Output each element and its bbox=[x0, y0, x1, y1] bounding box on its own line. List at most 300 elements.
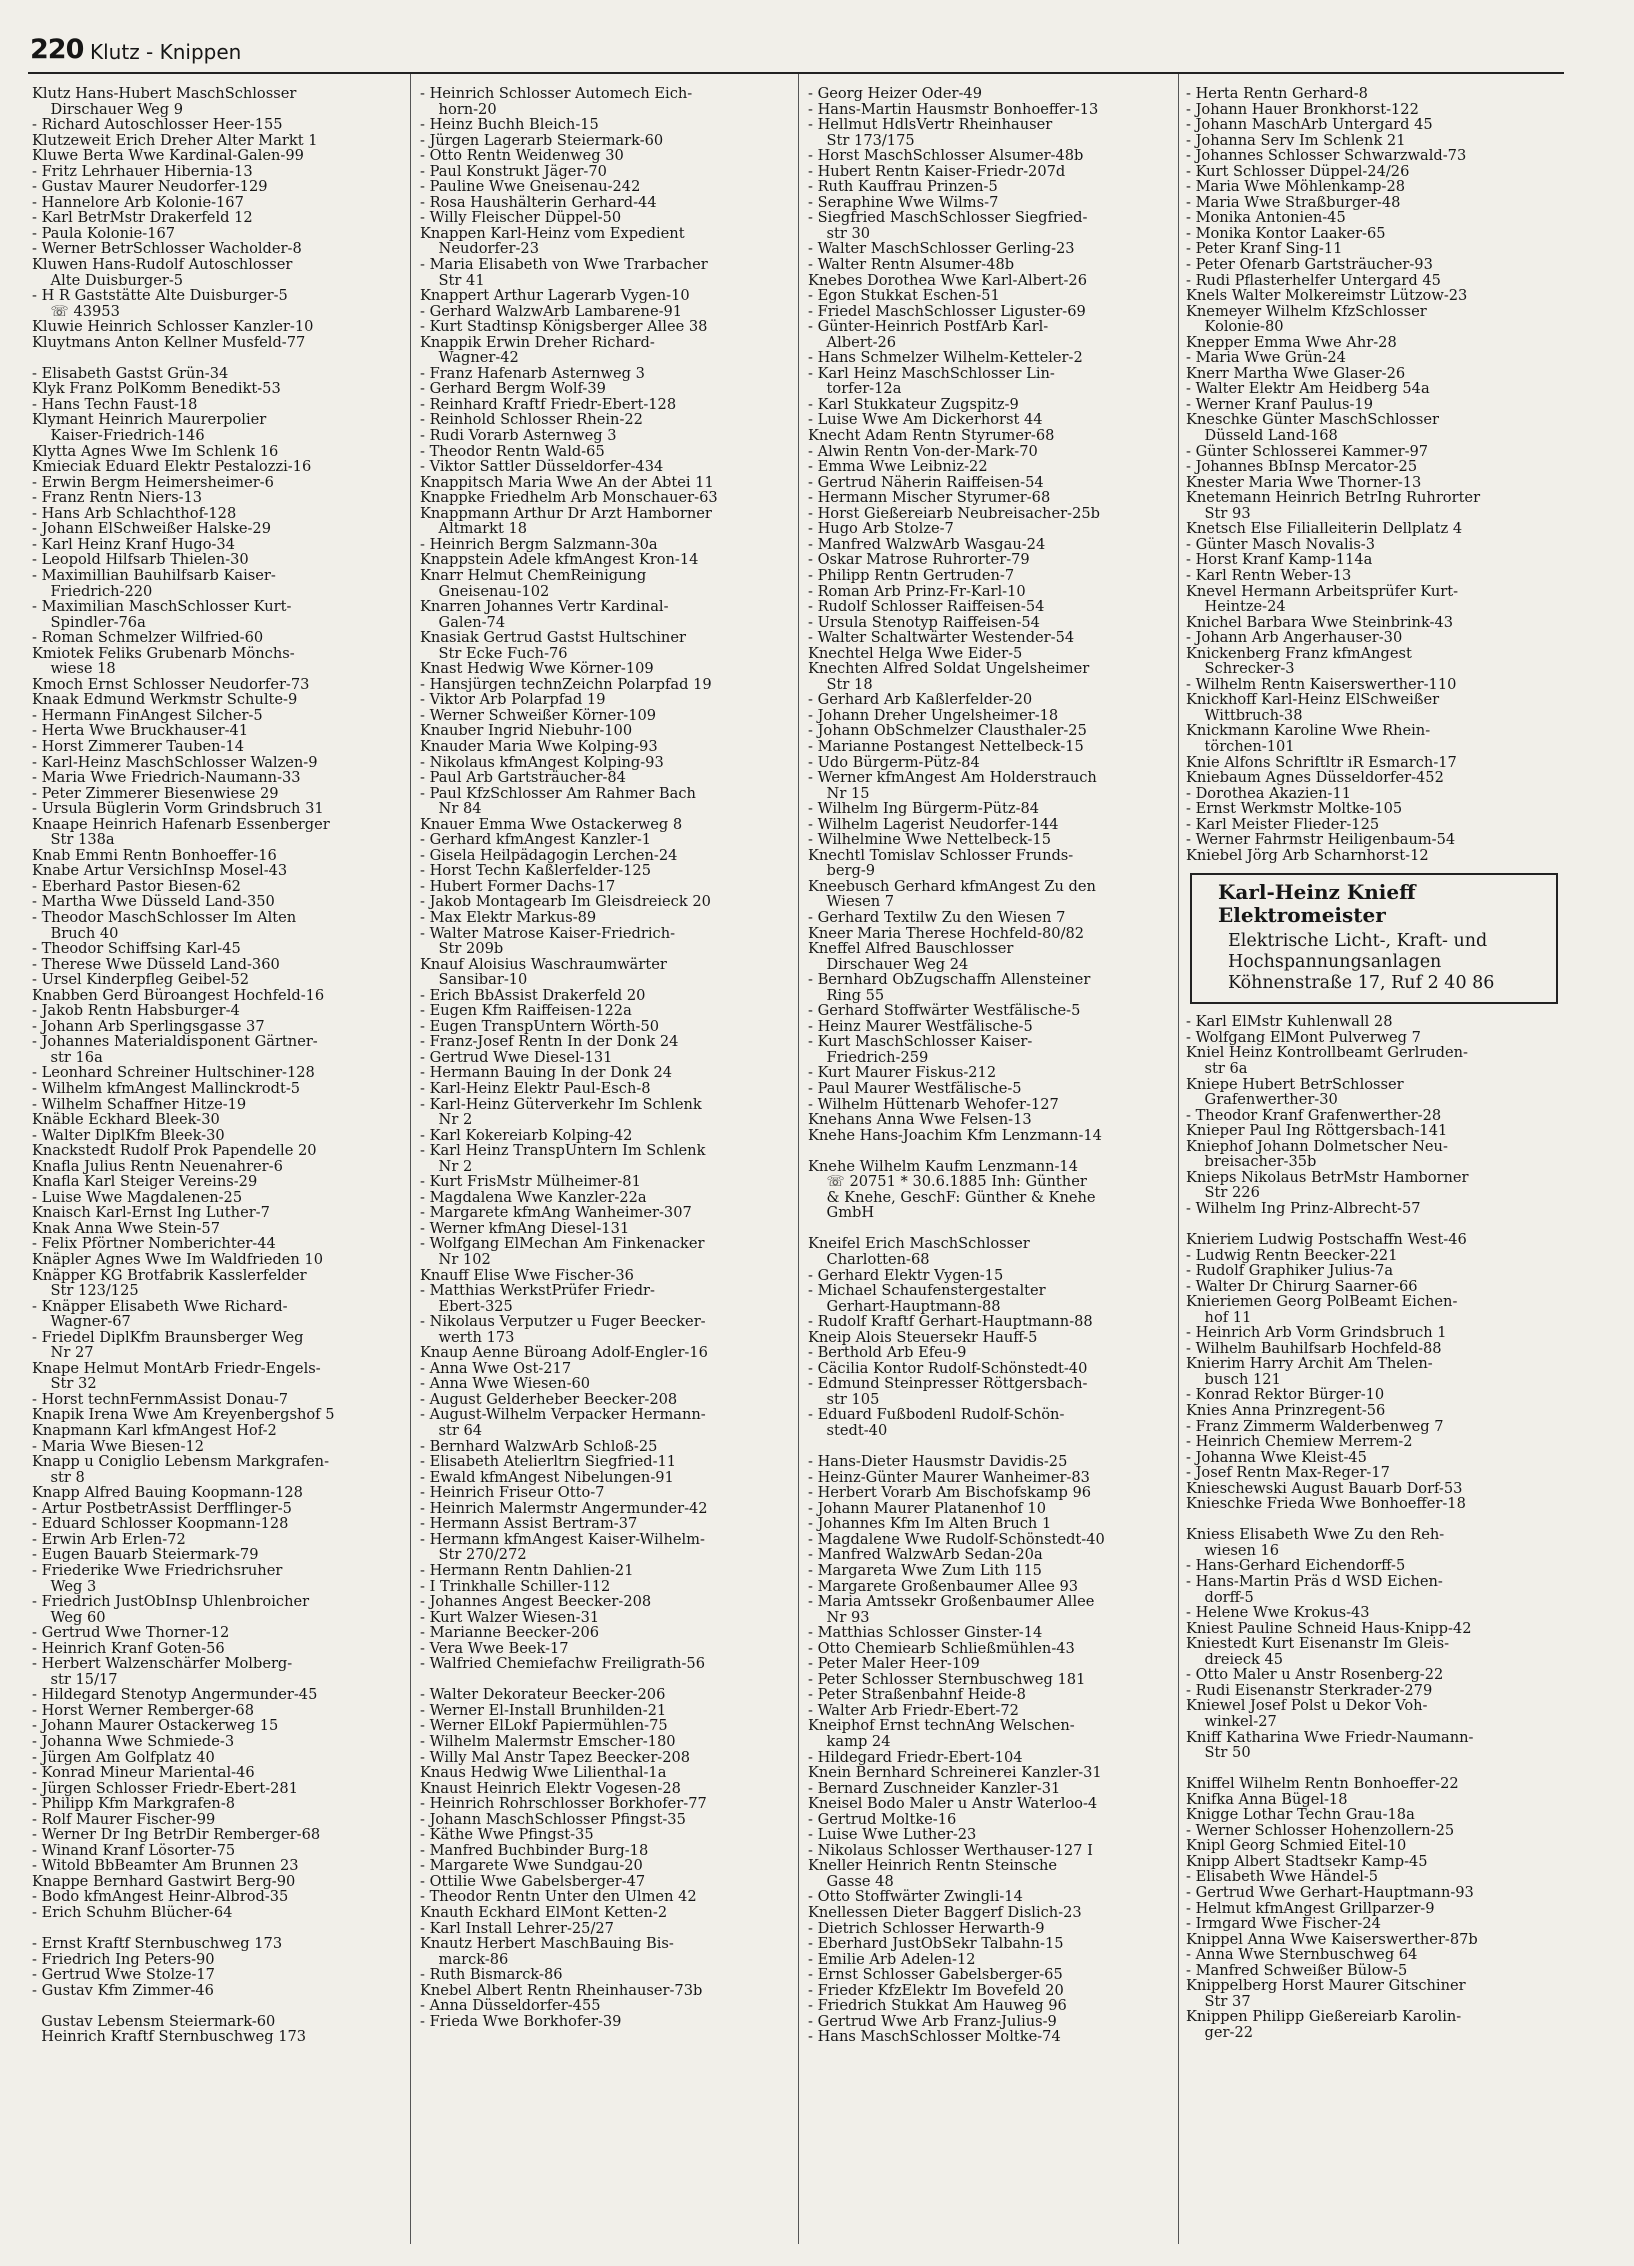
directory-entry: Knetemann Heinrich BetrIng Ruhrorter bbox=[1186, 490, 1481, 506]
directory-entry: - Rolf Maurer Fischer-99 bbox=[32, 1811, 216, 1828]
directory-entry: Knautz Herbert MaschBauing Bis- bbox=[420, 1936, 674, 1952]
directory-entry: - Anna Wwe Ost-217 bbox=[420, 1360, 572, 1377]
directory-entry: winkel-27 bbox=[1186, 1713, 1277, 1730]
directory-entry: - Maria Wwe Grün-24 bbox=[1186, 350, 1346, 366]
directory-entry: - Karl Rentn Weber-13 bbox=[1186, 567, 1352, 584]
directory-entry: Knappmann Arthur Dr Arzt Hamborner bbox=[420, 505, 712, 522]
directory-entry: - Horst Techn Kaßlerfelder-125 bbox=[420, 863, 651, 879]
directory-entry: Knechtel Helga Wwe Eider-5 bbox=[808, 645, 1023, 662]
directory-entry: - Friedrich JustObInsp Uhlenbroicher bbox=[32, 1594, 310, 1610]
directory-entry: Knab Emmi Rentn Bonhoeffer-16 bbox=[32, 847, 277, 864]
directory-entry: - Bernhard WalzwArb Schloß-25 bbox=[420, 1438, 658, 1455]
directory-entry: - Hugo Arb Stolze-7 bbox=[808, 521, 954, 537]
directory-entry: - Ernst Schlosser Gabelsberger-65 bbox=[808, 1967, 1063, 1983]
directory-entry: - Gerhard WalzwArb Lambarene-91 bbox=[420, 303, 683, 320]
directory-entry: - Heinrich Friseur Otto-7 bbox=[420, 1485, 605, 1501]
directory-entry bbox=[32, 350, 408, 366]
directory-entry: - Horst Werner Remberger-68 bbox=[32, 1702, 254, 1719]
directory-entry: Knecht Adam Rentn Styrumer-68 bbox=[808, 428, 1055, 444]
directory-entry: - Herbert Walzenschärfer Molberg- bbox=[32, 1656, 293, 1672]
ad-text-line: Elektrische Licht-, Kraft- und bbox=[1228, 931, 1488, 952]
directory-entry: - Eduard Schlosser Koopmann-128 bbox=[32, 1516, 289, 1532]
directory-entry: - Frieder KfzElektr Im Bovefeld 20 bbox=[808, 1982, 1064, 1999]
directory-entry: Albert-26 bbox=[808, 334, 897, 351]
directory-entry: - Johann Dreher Ungelsheimer-18 bbox=[808, 707, 1059, 724]
directory-entry: Knafla Karl Steiger Vereins-29 bbox=[32, 1174, 258, 1190]
directory-entry: - Konrad Rektor Bürger-10 bbox=[1186, 1387, 1385, 1404]
directory-entry: str 64 bbox=[420, 1423, 483, 1439]
directory-entry: - Gertrud Wwe Gerhart-Hauptmann-93 bbox=[1186, 1884, 1474, 1901]
directory-entry: Knabe Artur VersichInsp Mosel-43 bbox=[32, 863, 288, 879]
page-range-title: Klutz - Knippen bbox=[90, 40, 242, 64]
directory-entry: Knabben Gerd Büroangest Hochfeld-16 bbox=[32, 987, 325, 1004]
directory-entry: Knepper Emma Wwe Ahr-28 bbox=[1186, 334, 1397, 351]
directory-entry: Knieriemen Georg PolBeamt Eichen- bbox=[1186, 1294, 1458, 1310]
directory-entry: - Berthold Arb Efeu-9 bbox=[808, 1345, 967, 1361]
directory-entry: - Friederike Wwe Friedrichsruher bbox=[32, 1562, 283, 1579]
directory-entry: str 8 bbox=[32, 1469, 85, 1486]
directory-entry: - Kurt Walzer Wiesen-31 bbox=[420, 1609, 600, 1626]
directory-entry bbox=[32, 1998, 408, 2014]
directory-entry: - Eduard Fußbodenl Rudolf-Schön- bbox=[808, 1407, 1065, 1424]
directory-entry: - Hubert Former Dachs-17 bbox=[420, 878, 616, 895]
directory-entry: - Marianne Beecker-206 bbox=[420, 1625, 600, 1641]
directory-entry: - Maximillian Bauhilfsarb Kaiser- bbox=[32, 567, 276, 584]
directory-entry: - Werner kfmAngest Am Holderstrauch bbox=[808, 770, 1097, 786]
directory-entry: wiesen 16 bbox=[1186, 1542, 1280, 1559]
directory-entry: & Knehe, GeschF: Günther & Knehe bbox=[808, 1189, 1096, 1206]
header-rule bbox=[28, 72, 1564, 74]
directory-entry: - Manfred Schweißer Bülow-5 bbox=[1186, 1962, 1408, 1979]
directory-entry: - Wilhelm Bauhilfsarb Hochfeld-88 bbox=[1186, 1340, 1442, 1357]
directory-entry: - Ottilie Wwe Gabelsberger-47 bbox=[420, 1873, 646, 1890]
directory-entry: Sansibar-10 bbox=[420, 972, 528, 988]
directory-entry: - Manfred WalzwArb Wasgau-24 bbox=[808, 536, 1046, 553]
directory-entry: - Werner ElLokf Papiermühlen-75 bbox=[420, 1718, 668, 1734]
directory-entry: - Gustav Maurer Neudorfer-129 bbox=[32, 179, 268, 195]
directory-entry: Kniest Pauline Schneid Haus-Knipp-42 bbox=[1186, 1620, 1472, 1637]
directory-entry: Kniestedt Kurt Eisenanstr Im Gleis- bbox=[1186, 1636, 1450, 1652]
directory-entry: - Emma Wwe Leibniz-22 bbox=[808, 459, 988, 475]
directory-entry: Nr 27 bbox=[32, 1345, 94, 1361]
directory-entry: Knappen Karl-Heinz vom Expedient bbox=[420, 225, 685, 242]
directory-entry: str 6a bbox=[1186, 1060, 1248, 1077]
directory-entry: - Wolfgang ElMont Pulverweg 7 bbox=[1186, 1029, 1421, 1046]
directory-entry: - H R Gaststätte Alte Duisburger-5 bbox=[32, 288, 288, 304]
directory-entry: - Paul Arb Gartsträucher-84 bbox=[420, 770, 626, 786]
column-4-entries-top bbox=[1186, 86, 1562, 863]
directory-entry: - Otto Stoffwärter Zwingli-14 bbox=[808, 1889, 1023, 1905]
directory-entry bbox=[1186, 1512, 1562, 1528]
directory-entry: - Otto Chemiearb Schließmühlen-43 bbox=[808, 1640, 1075, 1657]
directory-entry: - Willy Mal Anstr Tapez Beecker-208 bbox=[420, 1749, 691, 1766]
directory-entry: Knies Anna Prinzregent-56 bbox=[1186, 1403, 1386, 1419]
directory-entry: Knauth Eckhard ElMont Ketten-2 bbox=[420, 1904, 668, 1921]
directory-entry: Knak Anna Wwe Stein-57 bbox=[32, 1220, 220, 1237]
directory-entry: - Wolfgang ElMechan Am Finkenacker bbox=[420, 1236, 705, 1253]
directory-entry: - Hildegard Friedr-Ebert-104 bbox=[808, 1749, 1023, 1766]
directory-entry: Kniel Heinz Kontrollbeamt Gerlruden- bbox=[1186, 1045, 1468, 1061]
page-number: 220 bbox=[30, 34, 84, 65]
directory-entry: - Gertrud Moltke-16 bbox=[808, 1811, 957, 1828]
directory-entry: Str 209b bbox=[420, 941, 504, 957]
directory-entry: Knaak Edmund Werkmstr Schulte-9 bbox=[32, 692, 298, 708]
directory-entry: - Witold BbBeamter Am Brunnen 23 bbox=[32, 1858, 299, 1874]
directory-entry: Dirschauer Weg 24 bbox=[808, 956, 969, 973]
directory-entry: - Karl-Heinz Elektr Paul-Esch-8 bbox=[420, 1081, 651, 1097]
directory-entry: Nr 2 bbox=[420, 1112, 473, 1128]
directory-entry: - Margareta Wwe Zum Lith 115 bbox=[808, 1562, 1042, 1579]
directory-entry: - Margarete kfmAng Wanheimer-307 bbox=[420, 1205, 692, 1221]
column-divider bbox=[798, 74, 799, 2244]
directory-entry: Knafla Julius Rentn Neuenahrer-6 bbox=[32, 1158, 283, 1175]
directory-entry: - Eugen Kfm Raiffeisen-122a bbox=[420, 1003, 632, 1019]
directory-entry: - Hermann kfmAngest Kaiser-Wilhelm- bbox=[420, 1531, 705, 1548]
directory-entry: - Magdalene Wwe Rudolf-Schönstedt-40 bbox=[808, 1531, 1105, 1548]
directory-entry: - Werner Schlosser Hohenzollern-25 bbox=[1186, 1822, 1455, 1839]
directory-entry: Knester Maria Wwe Thorner-13 bbox=[1186, 474, 1422, 491]
directory-entry: Knaust Heinrich Elektr Vogesen-28 bbox=[420, 1780, 681, 1797]
directory-entry: - Paul KfzSchlosser Am Rahmer Bach bbox=[420, 785, 696, 802]
directory-entry: - Karl Kokereiarb Kolping-42 bbox=[420, 1127, 633, 1144]
directory-entry: - Bodo kfmAngest Heinr-Albrod-35 bbox=[32, 1889, 289, 1905]
directory-entry: - Bernhard ObZugschaffn Allensteiner bbox=[808, 972, 1091, 988]
directory-entry: - Wilhelm Schaffner Hitze-19 bbox=[32, 1096, 247, 1113]
directory-entry: Str 226 bbox=[1186, 1185, 1260, 1201]
directory-entry: - Pauline Wwe Gneisenau-242 bbox=[420, 179, 641, 195]
directory-entry: - Herta Rentn Gerhard-8 bbox=[1186, 86, 1368, 102]
directory-entry: Nr 15 bbox=[808, 785, 870, 802]
directory-entry: - Karl Meister Flieder-125 bbox=[1186, 816, 1380, 833]
directory-entry: - Johanna Serv Im Schlenk 21 bbox=[1186, 132, 1406, 149]
directory-entry: Kluwe Berta Wwe Kardinal-Galen-99 bbox=[32, 148, 304, 164]
directory-entry: - Walter Matrose Kaiser-Friedrich- bbox=[420, 925, 676, 942]
directory-entry: - Udo Bürgerm-Pütz-84 bbox=[808, 754, 980, 771]
directory-entry: - Günter Schlosserei Kammer-97 bbox=[1186, 443, 1429, 460]
directory-entry: - Wilhelm Ing Bürgerm-Pütz-84 bbox=[808, 801, 1040, 817]
directory-entry: Knaup Aenne Büroang Adolf-Engler-16 bbox=[420, 1345, 708, 1361]
directory-entry: - Werner kfmAng Diesel-131 bbox=[420, 1220, 630, 1237]
directory-entry: - Luise Wwe Luther-23 bbox=[808, 1827, 977, 1843]
directory-entry: - Werner Kranf Paulus-19 bbox=[1186, 396, 1373, 413]
directory-entry: - Hans Schmelzer Wilhelm-Ketteler-2 bbox=[808, 350, 1083, 366]
directory-entry: Str 37 bbox=[1186, 1993, 1251, 2010]
directory-entry: - Erwin Bergm Heimersheimer-6 bbox=[32, 474, 274, 491]
directory-entry: Str 123/125 bbox=[32, 1283, 139, 1299]
directory-entry: - Nikolaus kfmAngest Kolping-93 bbox=[420, 754, 664, 771]
directory-entry: Knasiak Gertrud Gastst Hultschiner bbox=[420, 630, 686, 646]
directory-entry: Knehans Anna Wwe Felsen-13 bbox=[808, 1112, 1032, 1128]
directory-entry: Str 173/175 bbox=[808, 132, 915, 149]
directory-entry: Wittbruch-38 bbox=[1186, 707, 1303, 724]
directory-entry: - Manfred Buchbinder Burg-18 bbox=[420, 1842, 649, 1859]
directory-entry: - Maria Elisabeth von Wwe Trarbacher bbox=[420, 257, 708, 273]
directory-entry: Kluwie Heinrich Schlosser Kanzler-10 bbox=[32, 319, 314, 335]
directory-entry: - Matthias Schlosser Ginster-14 bbox=[808, 1625, 1043, 1641]
directory-entry: - Theodor Rentn Unter den Ulmen 42 bbox=[420, 1889, 697, 1905]
directory-entry: - Hans Techn Faust-18 bbox=[32, 396, 198, 413]
directory-entry: Knaisch Karl-Ernst Ing Luther-7 bbox=[32, 1205, 270, 1221]
directory-entry: - Philipp Rentn Gertruden-7 bbox=[808, 567, 1015, 584]
directory-entry: - Monika Antonien-45 bbox=[1186, 210, 1346, 226]
directory-entry: - Roman Arb Prinz-Fr-Karl-10 bbox=[808, 583, 1026, 600]
ad-company-name: Karl-Heinz Knieff bbox=[1218, 880, 1416, 905]
directory-entry: torfer-12a bbox=[808, 381, 902, 397]
directory-entry: - Martha Wwe Düsseld Land-350 bbox=[32, 894, 275, 910]
directory-entry: - Günter Masch Novalis-3 bbox=[1186, 536, 1376, 553]
directory-entry: Kniebel Jörg Arb Scharnhorst-12 bbox=[1186, 847, 1429, 864]
directory-entry: - August-Wilhelm Verpacker Hermann- bbox=[420, 1407, 706, 1424]
directory-entry: Knauder Maria Wwe Kolping-93 bbox=[420, 738, 658, 755]
directory-entry: - Anna Wwe Sternbuschweg 64 bbox=[1186, 1947, 1418, 1963]
ad-text-line: Hochspannungsanlagen bbox=[1228, 952, 1442, 973]
directory-entry: Kniff Katharina Wwe Friedr-Naumann- bbox=[1186, 1729, 1474, 1746]
directory-entry: - Hermann Assist Bertram-37 bbox=[420, 1516, 638, 1532]
directory-entry: - Rudolf Schlosser Raiffeisen-54 bbox=[808, 599, 1045, 615]
directory-entry: - Herbert Vorarb Am Bischofskamp 96 bbox=[808, 1485, 1092, 1501]
directory-entry: - Horst Kranf Kamp-114a bbox=[1186, 552, 1373, 568]
directory-entry: Kneschke Günter MaschSchlosser bbox=[1186, 412, 1440, 429]
directory-entry: - Johann Arb Angerhauser-30 bbox=[1186, 630, 1403, 646]
directory-entry: Knapmann Karl kfmAngest Hof-2 bbox=[32, 1423, 277, 1439]
directory-entry: - Wilhelm Lagerist Neudorfer-144 bbox=[808, 816, 1059, 833]
column-4-entries-bottom bbox=[1186, 1014, 1562, 2040]
directory-entry: - Felix Pförtner Nomberichter-44 bbox=[32, 1236, 276, 1253]
directory-entry: Knickenberg Franz kfmAngest bbox=[1186, 645, 1412, 662]
directory-entry: - Hannelore Arb Kolonie-167 bbox=[32, 194, 244, 211]
directory-entry: Knebes Dorothea Wwe Karl-Albert-26 bbox=[808, 272, 1088, 289]
directory-entry: - Josef Rentn Max-Reger-17 bbox=[1186, 1465, 1390, 1481]
directory-entry: Kneer Maria Therese Hochfeld-80/82 bbox=[808, 925, 1085, 942]
directory-entry bbox=[420, 1672, 796, 1688]
directory-entry: - Gerhard kfmAngest Kanzler-1 bbox=[420, 832, 652, 848]
directory-entry: - Ruth Bismarck-86 bbox=[420, 1967, 563, 1983]
directory-entry: - Johann Hauer Bronkhorst-122 bbox=[1186, 101, 1419, 118]
directory-entry: - Hermann Rentn Dahlien-21 bbox=[420, 1562, 634, 1579]
directory-entry: - Egon Stukkat Eschen-51 bbox=[808, 288, 1000, 304]
directory-entry: Knetsch Else Filialleiterin Dellplatz 4 bbox=[1186, 521, 1463, 537]
directory-entry: str 16a bbox=[32, 1049, 103, 1066]
directory-entry: - Karl ElMstr Kuhlenwall 28 bbox=[1186, 1014, 1393, 1030]
directory-entry: - Max Elektr Markus-89 bbox=[420, 909, 597, 926]
directory-entry: - Erich BbAssist Drakerfeld 20 bbox=[420, 987, 646, 1004]
directory-entry: - Hans-Gerhard Eichendorff-5 bbox=[1186, 1558, 1406, 1575]
directory-entry: - Horst MaschSchlosser Alsumer-48b bbox=[808, 148, 1084, 164]
directory-entry: - Luise Wwe Magdalenen-25 bbox=[32, 1189, 243, 1206]
directory-entry: Str Ecke Fuch-76 bbox=[420, 645, 568, 662]
directory-entry bbox=[808, 1221, 1184, 1237]
directory-entry: str 30 bbox=[808, 225, 871, 242]
directory-entry: - Heinz Buchh Bleich-15 bbox=[420, 117, 599, 133]
directory-entry: - Ruth Kauffrau Prinzen-5 bbox=[808, 179, 998, 195]
directory-entry: Knifka Anna Bügel-18 bbox=[1186, 1791, 1348, 1808]
directory-entry: Alte Duisburger-5 bbox=[32, 272, 184, 289]
directory-entry: - Magdalena Wwe Kanzler-22a bbox=[420, 1189, 647, 1206]
directory-entry: - Walter Dekorateur Beecker-206 bbox=[420, 1687, 666, 1703]
directory-entry: - Maria Wwe Möhlenkamp-28 bbox=[1186, 179, 1406, 195]
directory-entry: Knauer Emma Wwe Ostackerweg 8 bbox=[420, 816, 683, 833]
directory-entry: - Heinrich Rohrschlosser Borkhofer-77 bbox=[420, 1796, 707, 1812]
directory-entry: - Fritz Lehrhauer Hibernia-13 bbox=[32, 163, 253, 180]
directory-entry: - Vera Wwe Beek-17 bbox=[420, 1640, 569, 1657]
directory-entry: Kneffel Alfred Bauschlosser bbox=[808, 941, 1014, 957]
directory-entry: - Helmut kfmAngest Grillparzer-9 bbox=[1186, 1900, 1435, 1917]
directory-entry: - Willy Fleischer Düppel-50 bbox=[420, 210, 622, 226]
directory-entry: - Maria Wwe Biesen-12 bbox=[32, 1438, 205, 1455]
directory-entry: dorff-5 bbox=[1186, 1589, 1254, 1606]
directory-entry: hof 11 bbox=[1186, 1309, 1252, 1326]
directory-entry: - Walter MaschSchlosser Gerling-23 bbox=[808, 241, 1075, 258]
directory-entry: Knaape Heinrich Hafenarb Essenberger bbox=[32, 816, 330, 833]
directory-entry: - Maria Wwe Friedrich-Naumann-33 bbox=[32, 770, 301, 786]
directory-entry: - Artur PostbetrAssist Derfflinger-5 bbox=[32, 1500, 292, 1517]
directory-entry: - Peter Maler Heer-109 bbox=[808, 1656, 980, 1672]
directory-entry: Kneisel Bodo Maler u Anstr Waterloo-4 bbox=[808, 1796, 1098, 1812]
directory-entry: - Rosa Haushälterin Gerhard-44 bbox=[420, 194, 657, 211]
directory-entry: - August Gelderheber Beecker-208 bbox=[420, 1391, 678, 1408]
directory-entry: Knapp Alfred Bauing Koopmann-128 bbox=[32, 1485, 303, 1501]
directory-entry: Knein Bernhard Schreinerei Kanzler-31 bbox=[808, 1765, 1102, 1781]
directory-entry: Knappitsch Maria Wwe An der Abtei 11 bbox=[420, 474, 714, 491]
directory-entry: Knie Alfons Schriftltr iR Esmarch-17 bbox=[1186, 754, 1457, 771]
directory-entry: - Heinrich Schlosser Automech Eich- bbox=[420, 86, 693, 102]
directory-entry: - Eugen Bauarb Steiermark-79 bbox=[32, 1547, 259, 1563]
directory-entry: - Rudi Pflasterhelfer Untergard 45 bbox=[1186, 272, 1441, 289]
directory-entry bbox=[808, 1439, 1184, 1455]
directory-entry: - I Trinkhalle Schiller-112 bbox=[420, 1578, 611, 1595]
directory-entry: - Gerhard Elektr Vygen-15 bbox=[808, 1267, 1004, 1284]
directory-entry: - Johann Maurer Ostackerweg 15 bbox=[32, 1718, 279, 1734]
directory-entry: Kneip Alois Steuersekr Hauff-5 bbox=[808, 1329, 1038, 1346]
directory-entry: Str 32 bbox=[32, 1376, 97, 1392]
directory-entry: wiese 18 bbox=[32, 661, 116, 677]
directory-entry: - Johann ElSchweißer Halske-29 bbox=[32, 521, 271, 537]
directory-entry: Knipl Georg Schmied Eitel-10 bbox=[1186, 1838, 1407, 1854]
directory-entry: Knerr Martha Wwe Glaser-26 bbox=[1186, 365, 1406, 382]
directory-entry: Kluwen Hans-Rudolf Autoschlosser bbox=[32, 257, 293, 273]
directory-entry: - Viktor Arb Polarpfad 19 bbox=[420, 692, 606, 708]
directory-entry: - Heinz Maurer Westfälische-5 bbox=[808, 1018, 1033, 1035]
directory-entry: - Hans MaschSchlosser Moltke-74 bbox=[808, 2029, 1061, 2045]
directory-entry: Knebel Albert Rentn Rheinhauser-73b bbox=[420, 1982, 703, 1999]
directory-entry: Klutz Hans-Hubert MaschSchlosser bbox=[32, 86, 297, 102]
directory-entry: Dirschauer Weg 9 bbox=[32, 101, 184, 118]
directory-entry: Knackstedt Rudolf Prok Papendelle 20 bbox=[32, 1143, 317, 1159]
directory-entry: - Gustav Kfm Zimmer-46 bbox=[32, 1982, 214, 1999]
directory-entry: Altmarkt 18 bbox=[420, 521, 528, 537]
directory-entry: - Hermann Bauing In der Donk 24 bbox=[420, 1065, 673, 1081]
directory-entry: - Elisabeth Gastst Grün-34 bbox=[32, 365, 229, 382]
directory-entry: kamp 24 bbox=[808, 1733, 891, 1750]
directory-entry: Knarr Helmut ChemReinigung bbox=[420, 567, 647, 584]
advertisement-box bbox=[1190, 873, 1558, 1004]
directory-entry: - Maximilian MaschSchlosser Kurt- bbox=[32, 599, 292, 615]
directory-entry: - Wilhelm Rentn Kaiserswerther-110 bbox=[1186, 676, 1457, 693]
directory-entry: Knauff Elise Wwe Fischer-36 bbox=[420, 1267, 634, 1284]
directory-entry: Knieps Nikolaus BetrMstr Hamborner bbox=[1186, 1169, 1469, 1186]
directory-entry: - Helene Wwe Krokus-43 bbox=[1186, 1605, 1370, 1621]
directory-entry: - Konrad Mineur Mariental-46 bbox=[32, 1765, 255, 1781]
directory-entry: - Johannes Angest Beecker-208 bbox=[420, 1594, 652, 1610]
directory-entry: - Johann MaschArb Untergard 45 bbox=[1186, 117, 1433, 133]
directory-entry: dreieck 45 bbox=[1186, 1651, 1284, 1668]
directory-entry: Knellessen Dieter Baggerf Dislich-23 bbox=[808, 1904, 1082, 1921]
directory-entry: - Johannes Schlosser Schwarzwald-73 bbox=[1186, 148, 1467, 164]
directory-entry: - Franz-Josef Rentn In der Donk 24 bbox=[420, 1034, 679, 1050]
directory-entry: Charlotten-68 bbox=[808, 1252, 930, 1268]
directory-entry: Schrecker-3 bbox=[1186, 661, 1295, 677]
directory-entry: - Peter Schlosser Sternbuschweg 181 bbox=[808, 1671, 1086, 1688]
directory-entry: - Therese Wwe Düsseld Land-360 bbox=[32, 956, 280, 973]
directory-entry: - Friedrich Ing Peters-90 bbox=[32, 1951, 215, 1968]
directory-entry: Str 270/272 bbox=[420, 1547, 527, 1563]
directory-column-3 bbox=[808, 86, 1184, 2045]
directory-entry: - Theodor Rentn Wald-65 bbox=[420, 443, 605, 460]
directory-entry: - Friedel DiplKfm Braunsberger Weg bbox=[32, 1329, 304, 1346]
directory-entry: stedt-40 bbox=[808, 1423, 888, 1439]
directory-entry: - Hans-Dieter Hausmstr Davidis-25 bbox=[808, 1454, 1068, 1470]
directory-entry: Kniebaum Agnes Düsseldorfer-452 bbox=[1186, 770, 1444, 786]
directory-entry: Knieriem Ludwig Postschaffn West-46 bbox=[1186, 1232, 1467, 1248]
directory-entry: Ring 55 bbox=[808, 987, 885, 1004]
directory-entry: - Peter Ofenarb Gartsträucher-93 bbox=[1186, 257, 1433, 273]
directory-entry: Wagner-67 bbox=[32, 1314, 131, 1330]
directory-entry: - Nikolaus Verputzer u Fuger Beecker- bbox=[420, 1314, 706, 1330]
directory-entry: Bruch 40 bbox=[32, 925, 119, 942]
directory-entry: Knape Helmut MontArb Friedr-Engels- bbox=[32, 1360, 321, 1377]
directory-entry: - Hermann FinAngest Silcher-5 bbox=[32, 707, 263, 724]
directory-entry bbox=[1186, 1216, 1562, 1232]
directory-entry: - Walfried Chemiefachw Freiligrath-56 bbox=[420, 1656, 706, 1672]
directory-entry: törchen-101 bbox=[1186, 738, 1295, 755]
directory-entry: Kneebusch Gerhard kfmAngest Zu den bbox=[808, 878, 1096, 895]
directory-entry: - Heinrich Arb Vorm Grindsbruch 1 bbox=[1186, 1325, 1447, 1341]
directory-entry: - Karl BetrMstr Drakerfeld 12 bbox=[32, 210, 253, 226]
directory-entry: - Luise Wwe Am Dickerhorst 44 bbox=[808, 412, 1043, 429]
directory-entry: Ebert-325 bbox=[420, 1298, 513, 1315]
directory-entry: Spindler-76a bbox=[32, 614, 146, 631]
directory-entry: Knauber Ingrid Niebuhr-100 bbox=[420, 723, 633, 739]
directory-entry: - Paul Konstrukt Jäger-70 bbox=[420, 163, 607, 180]
directory-entry: Nr 102 bbox=[420, 1252, 491, 1268]
directory-entry: - Eberhard JustObSekr Talbahn-15 bbox=[808, 1936, 1064, 1952]
directory-entry: - Horst Gießereiarb Neubreisacher-25b bbox=[808, 505, 1100, 522]
directory-entry: - Ursula Stenotyp Raiffeisen-54 bbox=[808, 614, 1040, 631]
directory-entry: - Gerhard Stoffwärter Westfälische-5 bbox=[808, 1003, 1081, 1019]
directory-entry: Gerhart-Hauptmann-88 bbox=[808, 1298, 1001, 1315]
directory-entry: - Johann MaschSchlosser Pfingst-35 bbox=[420, 1811, 686, 1828]
directory-entry: berg-9 bbox=[808, 863, 876, 879]
directory-entry: - Karl Heinz TranspUntern Im Schlenk bbox=[420, 1143, 706, 1159]
directory-entry: Weg 60 bbox=[32, 1609, 106, 1626]
directory-entry: Knappert Arthur Lagerarb Vygen-10 bbox=[420, 288, 690, 304]
directory-entry: Friedrich-259 bbox=[808, 1049, 929, 1066]
directory-entry: Knigge Lothar Techn Grau-18a bbox=[1186, 1807, 1415, 1823]
directory-entry: - Friedrich Stukkat Am Hauweg 96 bbox=[808, 1998, 1067, 2014]
directory-entry: Knäble Eckhard Bleek-30 bbox=[32, 1112, 220, 1128]
directory-entry: Knevel Hermann Arbeitsprüfer Kurt- bbox=[1186, 583, 1459, 600]
directory-entry: - Viktor Sattler Düsseldorfer-434 bbox=[420, 459, 664, 475]
directory-entry: - Bernard Zuschneider Kanzler-31 bbox=[808, 1780, 1061, 1797]
directory-entry: Knappe Bernhard Gastwirt Berg-90 bbox=[32, 1873, 296, 1890]
directory-entry: - Jakob Montagearb Im Gleisdreieck 20 bbox=[420, 894, 711, 910]
directory-entry: - Rudolf Kraftf Gerhart-Hauptmann-88 bbox=[808, 1314, 1093, 1330]
directory-entry: - Hans-Martin Hausmstr Bonhoeffer-13 bbox=[808, 101, 1099, 118]
directory-entry bbox=[32, 1921, 408, 1937]
directory-entry: Klyk Franz PolKomm Benedikt-53 bbox=[32, 381, 281, 397]
directory-entry: Kneiphof Ernst technAng Welschen- bbox=[808, 1718, 1075, 1734]
directory-entry: Knauf Aloisius Waschraumwärter bbox=[420, 956, 667, 973]
